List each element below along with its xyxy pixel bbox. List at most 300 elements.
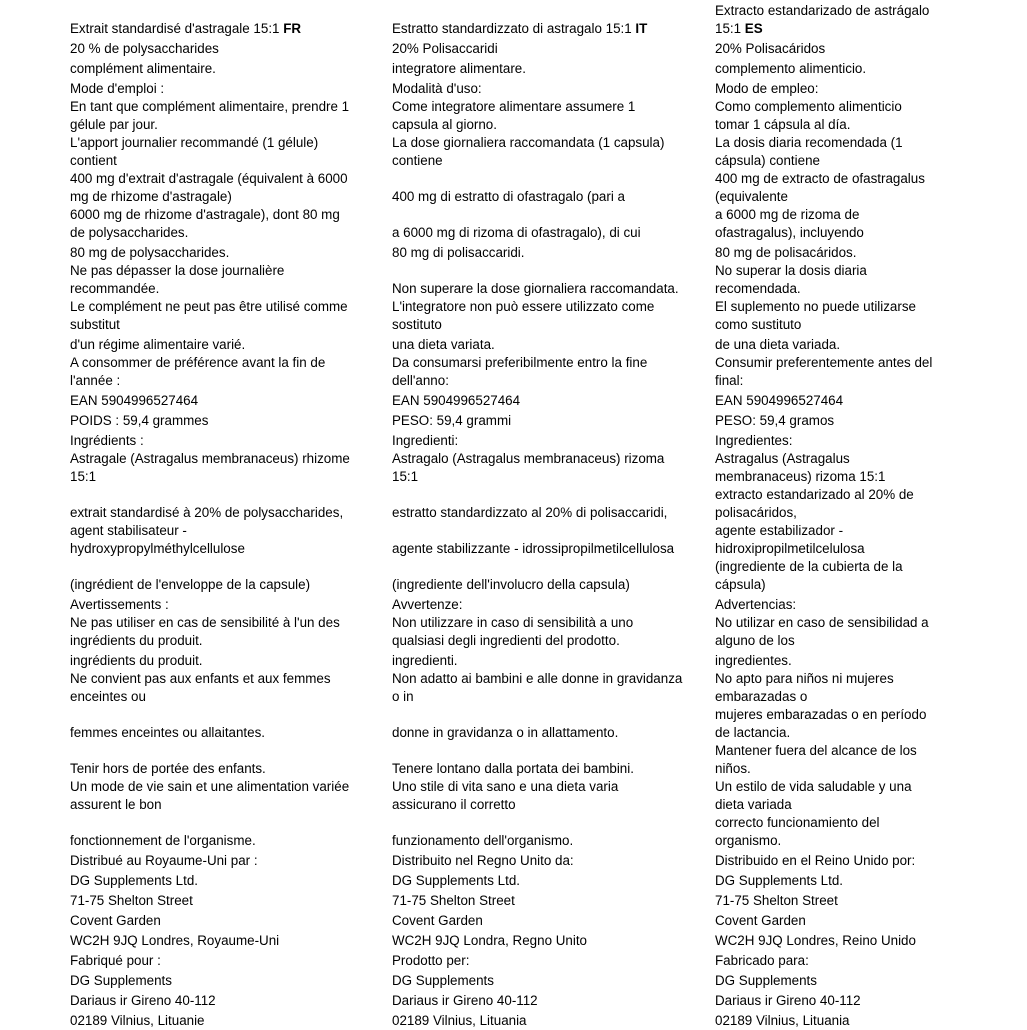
text-line-content: Extrait standardisé d'astragale 15:1 xyxy=(70,21,284,36)
text-line: agente stabilizzante - idrossipropilmetilcellulosa xyxy=(392,541,675,556)
label-cell-it xyxy=(392,540,715,558)
label-cell-fr xyxy=(70,992,392,1010)
label-cell-fr xyxy=(70,432,392,450)
label-cell-fr xyxy=(70,724,392,742)
text-line: PESO: 59,4 gramos xyxy=(715,413,835,428)
text-line: EAN 5904996527464 xyxy=(392,393,521,408)
text-line: funzionamento dell'organismo. xyxy=(392,833,574,848)
label-cell-es xyxy=(715,558,1027,594)
label-cell-es xyxy=(715,60,1027,78)
label-row xyxy=(70,930,1027,950)
label-row xyxy=(70,242,1027,262)
text-line: mg de rhizome d'astragale) xyxy=(70,189,232,204)
text-line: (equivalente xyxy=(715,189,788,204)
label-row xyxy=(70,334,1027,354)
label-cell-it xyxy=(392,576,715,594)
text-line: Non adatto ai bambini e alle donne in gravidanza xyxy=(392,671,683,686)
text-line: Distribuito nel Regno Unito da: xyxy=(392,853,574,868)
label-cell-it xyxy=(392,652,715,670)
text-line: Ingredientes: xyxy=(715,433,793,448)
text-line: donne in gravidanza o in allattamento. xyxy=(392,725,619,740)
label-cell-it xyxy=(392,596,715,614)
label-cell-es xyxy=(715,134,1027,170)
label-cell-fr xyxy=(70,972,392,990)
label-cell-it xyxy=(392,952,715,970)
label-row xyxy=(70,742,1027,778)
label-row xyxy=(70,354,1027,390)
label-row xyxy=(70,594,1027,614)
label-row xyxy=(70,450,1027,486)
text-line: ingredientes. xyxy=(715,653,792,668)
label-cell-fr xyxy=(70,298,392,334)
label-cell-it xyxy=(392,60,715,78)
text-line: Astragalo (Astragalus membranaceus) rizoma xyxy=(392,451,665,466)
language-tag: IT xyxy=(635,21,648,36)
label-cell-fr xyxy=(70,892,392,910)
label-cell-fr xyxy=(70,20,392,38)
text-line: Uno stile di vita sano e una dieta varia xyxy=(392,779,619,794)
label-row xyxy=(70,850,1027,870)
label-cell-fr xyxy=(70,392,392,410)
label-cell-es xyxy=(715,354,1027,390)
text-line: Le complément ne peut pas être utilisé comme xyxy=(70,299,348,314)
label-cell-es xyxy=(715,522,1027,558)
text-line: Avvertenze: xyxy=(392,597,463,612)
label-cell-it xyxy=(392,298,715,334)
text-line: La dose giornaliera raccomandata (1 capsula) xyxy=(392,135,665,150)
label-cell-it xyxy=(392,354,715,390)
text-line: sostituto xyxy=(392,317,442,332)
label-row xyxy=(70,778,1027,814)
text-line: Tenir hors de portée des enfants. xyxy=(70,761,266,776)
label-cell-fr xyxy=(70,652,392,670)
text-line: recommandée. xyxy=(70,281,160,296)
label-row xyxy=(70,58,1027,78)
label-row xyxy=(70,390,1027,410)
label-cell-es xyxy=(715,450,1027,486)
text-line: 80 mg de polisacáridos. xyxy=(715,245,857,260)
text-line: substitut xyxy=(70,317,120,332)
text-line: Ne pas utiliser en cas de sensibilité à l'un des xyxy=(70,615,340,630)
text-line-content: 15:1 xyxy=(715,21,745,36)
text-line: Astragalus (Astragalus xyxy=(715,451,850,466)
label-cell-es xyxy=(715,670,1027,706)
label-cell-fr xyxy=(70,778,392,814)
text-line: final: xyxy=(715,373,744,388)
label-cell-it xyxy=(392,892,715,910)
label-cell-it xyxy=(392,932,715,950)
text-line: Avertissements : xyxy=(70,597,169,612)
label-cell-es xyxy=(715,298,1027,334)
text-line: 6000 mg de rhizome d'astragale), dont 80 mg xyxy=(70,207,340,222)
label-cell-it xyxy=(392,20,715,38)
text-line: ingrédients du produit. xyxy=(70,633,203,648)
text-line: hydroxypropylméthylcellulose xyxy=(70,541,245,556)
text-line: alguno de los xyxy=(715,633,795,648)
label-row xyxy=(70,486,1027,522)
text-line: ingrédients du produit. xyxy=(70,653,203,668)
label-cell-it xyxy=(392,912,715,930)
text-line: Non superare la dose giornaliera raccomandata. xyxy=(392,281,679,296)
label-row xyxy=(70,558,1027,594)
text-line: complemento alimenticio. xyxy=(715,61,867,76)
text-line: Mode d'emploi : xyxy=(70,81,165,96)
label-cell-it xyxy=(392,724,715,742)
label-cell-it xyxy=(392,392,715,410)
label-cell-es xyxy=(715,614,1027,650)
label-cell-es xyxy=(715,486,1027,522)
text-line: Da consumarsi preferibilmente entro la fine xyxy=(392,355,648,370)
label-cell-fr xyxy=(70,206,392,242)
text-line: 71-75 Shelton Street xyxy=(70,893,193,908)
label-cell-it xyxy=(392,670,715,706)
product-label-table xyxy=(70,2,1027,1030)
text-line: Covent Garden xyxy=(392,913,483,928)
text-line: estratto standardizzato al 20% di polisaccaridi, xyxy=(392,505,668,520)
label-cell-it xyxy=(392,134,715,170)
text-line: 15:1 xyxy=(392,469,419,484)
text-line: Dariaus ir Gireno 40-112 xyxy=(392,993,538,1008)
text-line: una dieta variata. xyxy=(392,337,495,352)
text-line: Extracto estandarizado de astrágalo xyxy=(715,3,930,18)
text-line: fonctionnement de l'organisme. xyxy=(70,833,256,848)
label-cell-fr xyxy=(70,932,392,950)
text-line: EAN 5904996527464 xyxy=(70,393,199,408)
text-line: DG Supplements xyxy=(715,973,817,988)
text-line: El suplemento no puede utilizarse xyxy=(715,299,916,314)
text-line xyxy=(70,20,392,38)
text-line: tomar 1 cápsula al día. xyxy=(715,117,851,132)
text-line: de lactancia. xyxy=(715,725,791,740)
text-line xyxy=(715,20,1027,38)
label-cell-fr xyxy=(70,244,392,262)
text-line: assurent le bon xyxy=(70,797,162,812)
text-line: DG Supplements Ltd. xyxy=(70,873,199,888)
label-cell-fr xyxy=(70,170,392,206)
language-tag: ES xyxy=(744,21,763,36)
text-line: d'un régime alimentaire varié. xyxy=(70,337,246,352)
text-line: Consumir preferentemente antes del xyxy=(715,355,933,370)
text-line: capsula al giorno. xyxy=(392,117,497,132)
label-cell-it xyxy=(392,778,715,814)
text-line: Ne convient pas aux enfants et aux femmes xyxy=(70,671,331,686)
label-row xyxy=(70,870,1027,890)
text-line: correcto funcionamiento del xyxy=(715,815,880,830)
text-line: No superar la dosis diaria xyxy=(715,263,867,278)
label-cell-it xyxy=(392,98,715,134)
text-line: WC2H 9JQ Londres, Reino Unido xyxy=(715,933,916,948)
label-cell-it xyxy=(392,872,715,890)
text-line: Tenere lontano dalla portata dei bambini. xyxy=(392,761,634,776)
text-line: 20% Polisacáridos xyxy=(715,41,826,56)
text-line: L'integratore non può essere utilizzato come xyxy=(392,299,655,314)
label-cell-it xyxy=(392,432,715,450)
text-line: dieta variada xyxy=(715,797,792,812)
text-line: (ingrediente de la cubierta de la xyxy=(715,559,903,574)
label-cell-es xyxy=(715,80,1027,98)
text-line: como sustituto xyxy=(715,317,802,332)
text-line: 20 % de polysaccharides xyxy=(70,41,219,56)
label-cell-es xyxy=(715,432,1027,450)
text-line: POIDS : 59,4 grammes xyxy=(70,413,209,428)
text-line: Mantener fuera del alcance de los xyxy=(715,743,917,758)
label-cell-it xyxy=(392,412,715,430)
label-cell-fr xyxy=(70,40,392,58)
label-cell-it xyxy=(392,852,715,870)
label-row xyxy=(70,78,1027,98)
label-cell-it xyxy=(392,336,715,354)
text-line: organismo. xyxy=(715,833,782,848)
text-line: 80 mg de polysaccharides. xyxy=(70,245,230,260)
label-cell-es xyxy=(715,972,1027,990)
label-row xyxy=(70,1010,1027,1030)
text-line: assicurano il corretto xyxy=(392,797,516,812)
label-row xyxy=(70,134,1027,170)
text-line: femmes enceintes ou allaitantes. xyxy=(70,725,266,740)
label-row xyxy=(70,430,1027,450)
label-row xyxy=(70,522,1027,558)
text-line: agente estabilizador - xyxy=(715,523,844,538)
text-line: 400 mg de extracto de ofastragalus xyxy=(715,171,925,186)
label-cell-it xyxy=(392,992,715,1010)
label-cell-es xyxy=(715,412,1027,430)
text-line: 02189 Vilnius, Lituanie xyxy=(70,1013,205,1028)
label-cell-fr xyxy=(70,412,392,430)
text-line: En tant que complément alimentaire, prendre 1 xyxy=(70,99,350,114)
text-line-content: Estratto standardizzato di astragalo 15:1 xyxy=(392,21,636,36)
text-line: 02189 Vilnius, Lituania xyxy=(715,1013,850,1028)
text-line: PESO: 59,4 grammi xyxy=(392,413,512,428)
text-line: 02189 Vilnius, Lituania xyxy=(392,1013,527,1028)
label-cell-fr xyxy=(70,872,392,890)
label-row xyxy=(70,706,1027,742)
text-line: Modo de empleo: xyxy=(715,81,819,96)
text-line: 400 mg di estratto di ofastragalo (pari a xyxy=(392,189,625,204)
text-line: Un estilo de vida saludable y una xyxy=(715,779,912,794)
text-line: 80 mg di polisaccaridi. xyxy=(392,245,525,260)
label-cell-it xyxy=(392,450,715,486)
label-row xyxy=(70,298,1027,334)
label-cell-es xyxy=(715,932,1027,950)
text-line: Distribuido en el Reino Unido por: xyxy=(715,853,916,868)
label-cell-it xyxy=(392,972,715,990)
label-cell-fr xyxy=(70,614,392,650)
label-cell-fr xyxy=(70,98,392,134)
text-line: mujeres embarazadas o en período xyxy=(715,707,927,722)
text-line: Modalità d'uso: xyxy=(392,81,482,96)
text-line: extrait standardisé à 20% de polysaccharides, xyxy=(70,505,344,520)
text-line: Prodotto per: xyxy=(392,953,470,968)
label-cell-es xyxy=(715,206,1027,242)
text-line: DG Supplements Ltd. xyxy=(715,873,844,888)
text-line: (ingrédient de l'enveloppe de la capsule) xyxy=(70,577,311,592)
label-cell-es xyxy=(715,392,1027,410)
label-cell-it xyxy=(392,1012,715,1030)
text-line: WC2H 9JQ Londra, Regno Unito xyxy=(392,933,588,948)
label-cell-it xyxy=(392,832,715,850)
label-cell-it xyxy=(392,614,715,650)
label-row xyxy=(70,38,1027,58)
text-line: 20% Polisaccaridi xyxy=(392,41,498,56)
label-cell-fr xyxy=(70,522,392,558)
text-line: polisacáridos, xyxy=(715,505,797,520)
text-line: de polysaccharides. xyxy=(70,225,189,240)
label-cell-es xyxy=(715,40,1027,58)
label-row xyxy=(70,910,1027,930)
label-cell-fr xyxy=(70,354,392,390)
label-cell-it xyxy=(392,40,715,58)
text-line: niños. xyxy=(715,761,751,776)
text-line: Covent Garden xyxy=(70,913,161,928)
text-line: o in xyxy=(392,689,414,704)
text-line: enceintes ou xyxy=(70,689,146,704)
text-line: Un mode de vie sain et une alimentation variée xyxy=(70,779,350,794)
label-row xyxy=(70,650,1027,670)
text-line: a 6000 mg di rizoma di ofastragalo), di cui xyxy=(392,225,641,240)
label-cell-es xyxy=(715,814,1027,850)
text-line: Ingredienti: xyxy=(392,433,459,448)
text-line: cápsula) xyxy=(715,577,766,592)
label-cell-fr xyxy=(70,760,392,778)
label-row xyxy=(70,990,1027,1010)
label-cell-fr xyxy=(70,134,392,170)
text-line: 15:1 xyxy=(70,469,97,484)
label-row xyxy=(70,970,1027,990)
text-line: Come integratore alimentare assumere 1 xyxy=(392,99,636,114)
label-cell-es xyxy=(715,992,1027,1010)
label-cell-es xyxy=(715,852,1027,870)
text-line: ingredienti. xyxy=(392,653,458,668)
text-line: gélule par jour. xyxy=(70,117,158,132)
label-cell-es xyxy=(715,872,1027,890)
text-line: La dosis diaria recomendada (1 xyxy=(715,135,903,150)
label-cell-es xyxy=(715,170,1027,206)
label-row xyxy=(70,410,1027,430)
label-cell-it xyxy=(392,188,715,206)
text-line: 71-75 Shelton Street xyxy=(715,893,838,908)
text-line: No apto para niños ni mujeres xyxy=(715,671,894,686)
label-row xyxy=(70,170,1027,206)
label-row xyxy=(70,206,1027,242)
label-row xyxy=(70,262,1027,298)
text-line: Covent Garden xyxy=(715,913,806,928)
label-cell-fr xyxy=(70,852,392,870)
text-line: A consommer de préférence avant la fin de xyxy=(70,355,326,370)
text-line: recomendada. xyxy=(715,281,801,296)
label-cell-es xyxy=(715,98,1027,134)
label-cell-es xyxy=(715,706,1027,742)
label-cell-fr xyxy=(70,912,392,930)
text-line: contiene xyxy=(392,153,443,168)
text-line: membranaceus) rizoma 15:1 xyxy=(715,469,886,484)
label-row xyxy=(70,614,1027,650)
label-cell-es xyxy=(715,262,1027,298)
text-line xyxy=(392,20,715,38)
text-line: Ingrédients : xyxy=(70,433,144,448)
text-line: Astragale (Astragalus membranaceus) rhizome xyxy=(70,451,350,466)
text-line: qualsiasi degli ingredienti del prodotto. xyxy=(392,633,620,648)
label-cell-es xyxy=(715,912,1027,930)
label-cell-fr xyxy=(70,504,392,522)
text-line: (ingrediente dell'involucro della capsula) xyxy=(392,577,630,592)
label-cell-es xyxy=(715,652,1027,670)
text-line: ofastragalus), incluyendo xyxy=(715,225,864,240)
label-row xyxy=(70,98,1027,134)
label-cell-it xyxy=(392,760,715,778)
label-cell-fr xyxy=(70,670,392,706)
text-line: agent stabilisateur - xyxy=(70,523,187,538)
text-line: Distribué au Royaume-Uni par : xyxy=(70,853,258,868)
label-cell-fr xyxy=(70,832,392,850)
label-cell-fr xyxy=(70,450,392,486)
text-line: complément alimentaire. xyxy=(70,61,216,76)
text-line: No utilizar en caso de sensibilidad a xyxy=(715,615,929,630)
label-cell-it xyxy=(392,244,715,262)
text-line: Dariaus ir Gireno 40-112 xyxy=(715,993,861,1008)
language-tag: FR xyxy=(283,21,302,36)
text-line: integratore alimentare. xyxy=(392,61,526,76)
label-cell-it xyxy=(392,280,715,298)
label-cell-es xyxy=(715,778,1027,814)
label-row xyxy=(70,890,1027,910)
label-cell-es xyxy=(715,336,1027,354)
text-line: Dariaus ir Gireno 40-112 xyxy=(70,993,216,1008)
text-line: 400 mg d'extrait d'astragale (équivalent à 6000 xyxy=(70,171,348,186)
text-line: dell'anno: xyxy=(392,373,449,388)
text-line: de una dieta variada. xyxy=(715,337,841,352)
text-line: a 6000 mg de rizoma de xyxy=(715,207,860,222)
text-line: EAN 5904996527464 xyxy=(715,393,844,408)
text-line: DG Supplements xyxy=(70,973,172,988)
label-cell-es xyxy=(715,1012,1027,1030)
text-line: Non utilizzare in caso di sensibilità a uno xyxy=(392,615,634,630)
text-line: cápsula) contiene xyxy=(715,153,820,168)
text-line: DG Supplements Ltd. xyxy=(392,873,521,888)
text-line: l'année : xyxy=(70,373,121,388)
label-cell-fr xyxy=(70,952,392,970)
text-line: Fabricado para: xyxy=(715,953,809,968)
label-cell-es xyxy=(715,952,1027,970)
label-cell-fr xyxy=(70,1012,392,1030)
text-line: embarazadas o xyxy=(715,689,808,704)
label-row xyxy=(70,950,1027,970)
text-line: WC2H 9JQ Londres, Royaume-Uni xyxy=(70,933,280,948)
text-line: Fabriqué pour : xyxy=(70,953,161,968)
text-line: L'apport journalier recommandé (1 gélule) xyxy=(70,135,319,150)
label-cell-it xyxy=(392,224,715,242)
label-cell-es xyxy=(715,596,1027,614)
label-cell-fr xyxy=(70,60,392,78)
text-line: extracto estandarizado al 20% de xyxy=(715,487,914,502)
label-cell-it xyxy=(392,80,715,98)
text-line: contient xyxy=(70,153,117,168)
label-cell-es xyxy=(715,742,1027,778)
text-line: Como complemento alimenticio xyxy=(715,99,902,114)
label-cell-fr xyxy=(70,262,392,298)
label-cell-es xyxy=(715,892,1027,910)
text-line: Ne pas dépasser la dose journalière xyxy=(70,263,285,278)
text-line: hidroxipropilmetilcelulosa xyxy=(715,541,865,556)
text-line: Advertencias: xyxy=(715,597,797,612)
label-cell-it xyxy=(392,504,715,522)
label-cell-fr xyxy=(70,336,392,354)
label-row xyxy=(70,670,1027,706)
label-cell-es xyxy=(715,2,1027,38)
label-cell-fr xyxy=(70,576,392,594)
label-cell-es xyxy=(715,244,1027,262)
text-line: DG Supplements xyxy=(392,973,494,988)
label-cell-fr xyxy=(70,596,392,614)
